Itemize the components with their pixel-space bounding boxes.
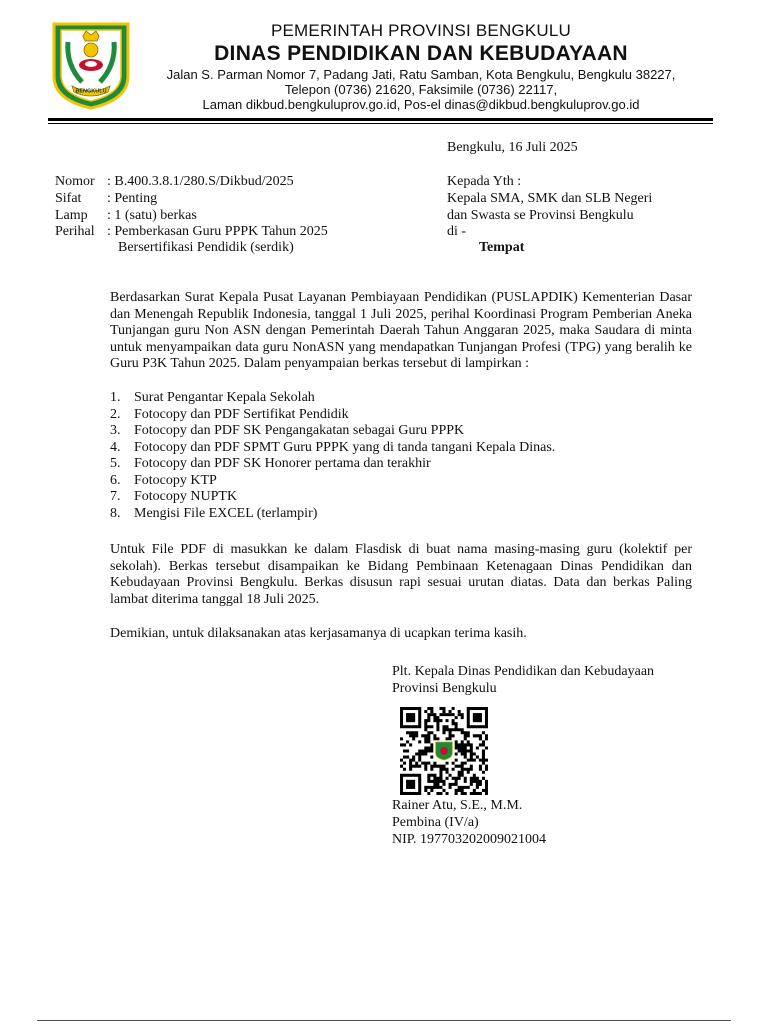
recipient-line-2: Kepala SMA, SMK dan SLB Negeri bbox=[447, 191, 653, 206]
signatory-nip: NIP. 197703202009021004 bbox=[392, 832, 547, 847]
letterhead-agency: DINAS PENDIDIKAN DAN KEBUDAYAAN bbox=[214, 42, 628, 65]
list-item: 4. Fotocopy dan PDF SPMT Guru PPPK yang di tanda tangani Kepala Dinas. bbox=[110, 439, 556, 455]
list-item: 3. Fotocopy dan PDF SK Pengangakatan sebagai Guru PPPK bbox=[110, 423, 465, 438]
place-date: Bengkulu, 16 Juli 2025 bbox=[447, 140, 578, 155]
qr-code-icon bbox=[400, 707, 488, 795]
meta-value: : Penting bbox=[107, 191, 158, 206]
signature-title-2: Provinsi Bengkulu bbox=[392, 681, 497, 696]
list-item: 6. Fotocopy KTP bbox=[110, 472, 217, 488]
body-paragraph-1: Berdasarkan Surat Kepala Pusat Layanan Pembiayaan Pendidikan (PUSLAPDIK) Kementerian Dasar dan Menengah Republik Indonesia, tanggal 1 Juli 2025, perihal Koordinasi Program Pemberian Aneka Tunjangan guru Non ASN dengan Pemerintah Daerah Tahun Anggaran 2025, maka Saudara di minta untuk menyampaikan data guru NonASN yang mendapatkan Tunjangan Profesi (TPG) yang beralih ke Guru P3K Tahun 2025. Dalam penyampaian berkas tersebut di lampirkan : bbox=[110, 290, 692, 371]
meta-sifat bbox=[55, 191, 435, 208]
meta-label: Perihal bbox=[55, 224, 95, 239]
signatory-rank: Pembina (IV/a) bbox=[392, 815, 479, 830]
recipient-salutation: Kepada Yth : bbox=[447, 174, 522, 189]
letterhead-government: PEMERINTAH PROVINSI BENGKULU bbox=[270, 21, 571, 40]
recipient-line-4: di - bbox=[447, 224, 467, 239]
recipient-line-3: dan Swasta se Provinsi Bengkulu bbox=[447, 208, 634, 223]
meta-label: Lamp bbox=[55, 208, 88, 223]
meta-perihal bbox=[55, 224, 435, 241]
meta-value: : 1 (satu) berkas bbox=[107, 208, 197, 223]
attachment-list bbox=[110, 390, 670, 522]
meta-value: : Pemberkasan Guru PPPK Tahun 2025 bbox=[107, 224, 328, 239]
body-paragraph-3: Demikian, untuk dilaksanakan atas kerjasamanya di ucapkan terima kasih. bbox=[110, 626, 527, 641]
signature-title-1: Plt. Kepala Dinas Pendidikan dan Kebudayaan bbox=[392, 664, 655, 679]
body-paragraph-2: Untuk File PDF di masukkan ke dalam Flasdisk di buat nama masing-masing guru (kolektif per sekolah). Berkas tersebut disampaikan ke Bidang Pembinaan Ketenagaan Dinas Pendidikan dan Kebudayaan Provinsi Bengkulu. Berkas disusun rapi sesuai urutan diatas. Data dan berkas Paling lambat diterima tanggal 18 Juli 2025. bbox=[110, 542, 692, 607]
list-item: 7. Fotocopy NUPTK bbox=[110, 489, 238, 504]
list-item: 8. Mengisi File EXCEL (terlampir) bbox=[110, 505, 318, 521]
recipient-place: Tempat bbox=[479, 240, 525, 255]
perihal-continuation: Bersertifikasi Pendidik (serdik) bbox=[118, 240, 294, 255]
letterhead-address: Jalan S. Parman Nomor 7, Padang Jati, Ratu Samban, Kota Bengkulu, Bengkulu 38227, bbox=[166, 67, 676, 82]
letterhead-web: Laman dikbud.bengkuluprov.go.id, Pos-el dinas@dikbud.bengkuluprov.go.id bbox=[202, 97, 640, 112]
signatory-name: Rainer Atu, S.E., M.M. bbox=[392, 798, 523, 813]
list-item: 5. Fotocopy dan PDF SK Honorer pertama dan terakhir bbox=[110, 456, 431, 471]
meta-nomor bbox=[55, 174, 435, 191]
page-bottom-rule bbox=[37, 1020, 731, 1021]
meta-label: Sifat bbox=[55, 191, 82, 206]
meta-label: Nomor bbox=[55, 174, 95, 189]
list-item: 1. Surat Pengantar Kepala Sekolah bbox=[110, 390, 315, 405]
government-emblem-logo bbox=[50, 20, 132, 110]
meta-value: : B.400.3.8.1/280.S/Dikbud/2025 bbox=[107, 174, 294, 189]
letterhead-rule-thin bbox=[48, 123, 713, 124]
logo-text: BENGKULU bbox=[75, 88, 107, 95]
letterhead bbox=[140, 20, 702, 112]
letterhead-phone: Telepon (0736) 21620, Faksimile (0736) 22117, bbox=[284, 82, 558, 97]
list-item: 2. Fotocopy dan PDF Sertifikat Pendidik bbox=[110, 406, 349, 422]
letterhead-rule-thick bbox=[48, 118, 713, 121]
meta-lamp bbox=[55, 208, 435, 225]
